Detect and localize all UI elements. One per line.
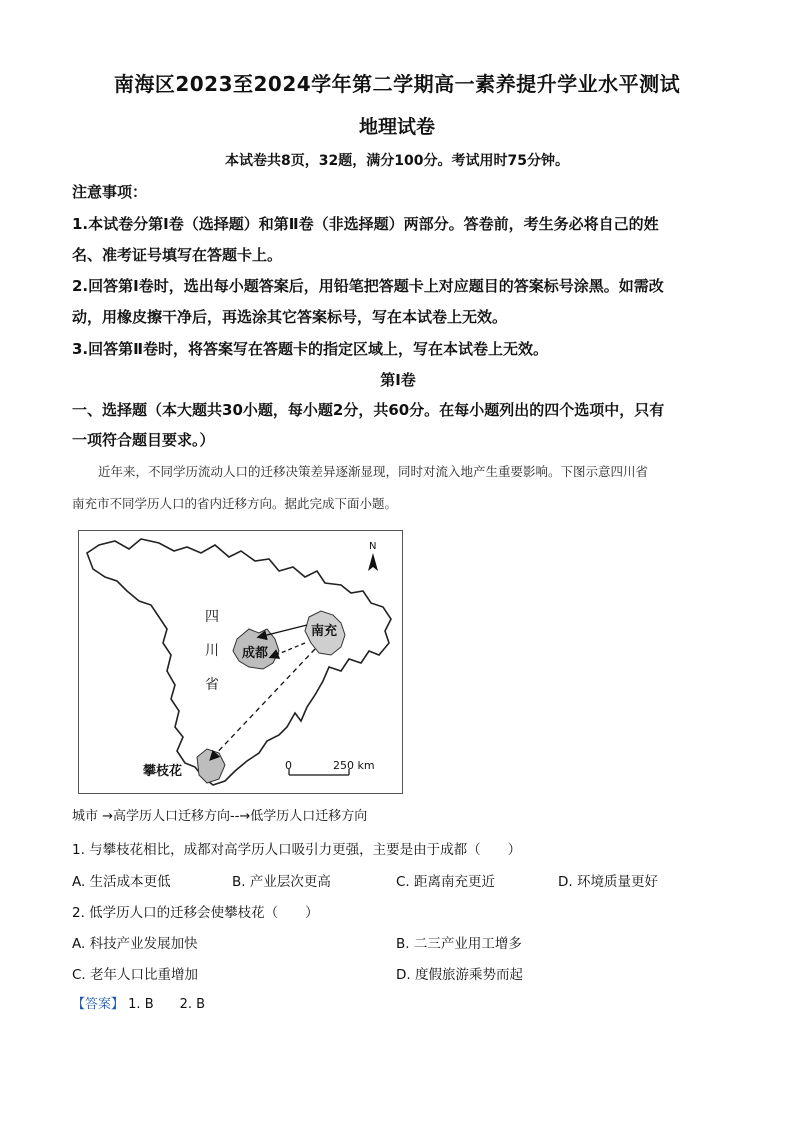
province-char-2: 川: [205, 643, 219, 659]
question-2-stem: 2. 低学历人口的迁移会使攀枝花（ ）: [72, 905, 319, 921]
map-figure: [79, 531, 402, 793]
answer-line: [72, 993, 205, 1012]
answer-tag: 【答案】: [72, 997, 125, 1012]
note-2-line-2: 动，用橡皮擦干净后，再选涂其它答案标号，写在本试卷上无效。: [72, 308, 508, 326]
province-char-1: 四: [205, 609, 219, 625]
question-1-stem: 1. 与攀枝花相比，成都对高学历人口吸引力更强，主要是由于成都（ ）: [72, 842, 522, 858]
q2-option-a: A. 科技产业发展加快: [72, 936, 198, 952]
panzhihua-label: 攀枝花: [143, 764, 183, 779]
q2-option-c: C. 老年人口比重增加: [72, 967, 199, 983]
section-heading-line-1: 一、选择题（本大题共30小题，每小题2分，共60分。在每小题列出的四个选项中，只有: [72, 401, 665, 419]
part-label: 第Ⅰ卷: [380, 371, 416, 389]
q2-option-b: B. 二三产业用工增多: [396, 936, 522, 952]
map-legend: 城市 →高学历人口迁移方向--→低学历人口迁移方向: [72, 809, 368, 824]
exam-subject: 地理试卷: [358, 116, 435, 138]
nanchong-label: 南充: [311, 624, 338, 639]
q1-option-a: A. 生活成本更低: [72, 874, 171, 890]
province-char-3: 省: [205, 677, 219, 693]
sichuan-outline: [87, 539, 391, 785]
svg-text:N: N: [369, 541, 377, 552]
panzhihua-region: [197, 749, 225, 783]
q2-option-d: D. 度假旅游乘势而起: [396, 967, 523, 983]
intro-line-2: 南充市不同学历人口的省内迁移方向。据此完成下面小题。: [72, 496, 398, 511]
note-1-line-2: 名、准考证号填写在答题卡上。: [72, 246, 283, 264]
north-arrow-icon: [368, 541, 378, 571]
chengdu-label: 成都: [242, 646, 269, 661]
section-heading-line-2: 一项符合题目要求。）: [72, 431, 215, 449]
intro-line-1: 近年来，不同学历流动人口的迁移决策差异逐渐显现，同时对流入地产生重要影响。下图示意四川省: [98, 464, 649, 479]
notes-heading: 注意事项：: [72, 183, 148, 201]
scale-label: 250 km: [333, 759, 375, 772]
exam-info: 本试卷共8页，32题，满分100分。考试用时75分钟。: [225, 153, 569, 169]
exam-title: 南海区2023至2024学年第二学期高一素养提升学业水平测试: [113, 72, 681, 96]
scale-zero: 0: [285, 759, 292, 772]
scale-bar: [285, 759, 375, 775]
note-1-line-1: 1.本试卷分第Ⅰ卷（选择题）和第Ⅱ卷（非选择题）两部分。答卷前，考生务必将自己的姓: [72, 215, 659, 233]
q1-option-d: D. 环境质量更好: [558, 874, 658, 890]
sichuan-map: [78, 530, 403, 794]
note-2-line-1: 2.回答第Ⅰ卷时，选出每小题答案后，用铅笔把答题卡上对应题目的答案标号涂黑。如需改: [72, 277, 664, 295]
note-3: 3.回答第Ⅱ卷时，将答案写在答题卡的指定区域上，写在本试卷上无效。: [72, 340, 549, 358]
q1-option-b: B. 产业层次更高: [232, 874, 331, 890]
answer-text: 1. B 2. B: [128, 997, 206, 1012]
q1-option-c: C. 距离南充更近: [396, 874, 496, 890]
